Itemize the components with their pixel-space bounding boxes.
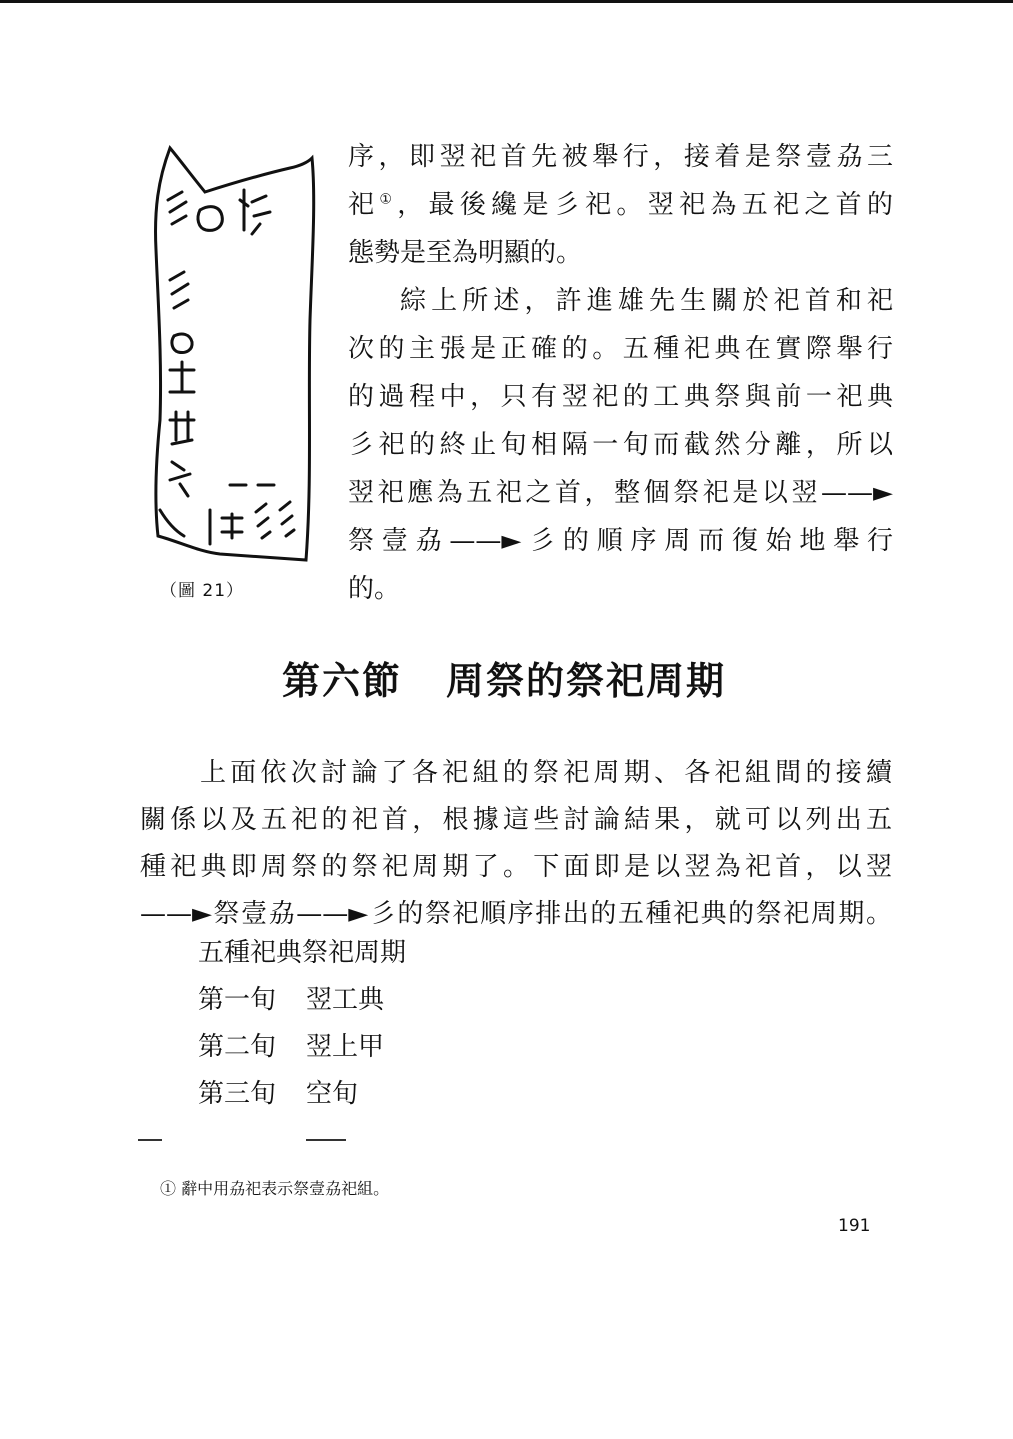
text-line: 上面依次討論了各祀組的祭祀周期、各祀組間的接續	[200, 758, 892, 788]
text-fragment: ，最後纔是彡祀。翌祀為五祀之首的	[397, 190, 893, 220]
section-heading	[282, 650, 726, 705]
week-label: 第一旬	[198, 985, 277, 1015]
section-title: 周祭的祭祀周期	[446, 658, 727, 703]
rite-label: 翌工典	[306, 985, 385, 1015]
text-line: 彡祀的終止旬相隔一旬而截然分離，所以	[348, 430, 893, 460]
text-line: 序，即翌祀首先被舉行，接着是祭壹劦三	[348, 142, 893, 172]
text-line: 的過程中，只有翌祀的工典祭與前一祀典	[348, 382, 893, 412]
body-paragraph	[140, 750, 892, 938]
text-line: 次的主張是正確的。五種祀典在實際舉行	[348, 334, 893, 364]
footnote-divider	[138, 1139, 162, 1141]
rite-label: 空旬	[306, 1079, 359, 1109]
footnote-mark[interactable]: ①	[379, 191, 398, 208]
text-line: ——►祭壹劦——►彡的祭祀順序排出的五種祀典的祭祀周期。	[140, 899, 892, 929]
text-line: 種祀典即周祭的祭祀周期了。下面即是以翌為祀首，以翌	[140, 852, 892, 882]
page-number: 191	[838, 1216, 871, 1236]
text-line: 祭壹劦——►彡的順序周而復始地舉行	[348, 526, 893, 556]
week-label: 第二旬	[198, 1032, 277, 1062]
footnote-divider	[306, 1139, 346, 1141]
text-line: 綜上所述，許進雄先生關於祀首和祀	[400, 286, 893, 316]
figure-caption: （圖 21）	[160, 581, 245, 601]
list-item	[198, 1024, 406, 1071]
section-number: 第六節	[282, 658, 403, 703]
text-line: 態勢是至為明顯的。	[348, 238, 583, 268]
text-line: 翌祀應為五祀之首，整個祭祀是以翌——►	[348, 478, 893, 508]
list-item	[198, 1071, 406, 1118]
oracle-bone-figure	[140, 140, 330, 580]
week-label: 第三旬	[198, 1079, 277, 1109]
oracle-bone-drawing	[140, 140, 330, 580]
list-item	[198, 977, 406, 1024]
footnote: ① 辭中用劦祀表示祭壹劦祀組。	[160, 1179, 390, 1198]
schedule-list	[198, 930, 406, 1118]
text-line-with-footnote	[348, 181, 893, 229]
text-fragment: 祀	[348, 190, 380, 220]
figure-side-text	[348, 133, 893, 613]
text-line: 關係以及五祀的祀首，根據這些討論結果，就可以列出五	[140, 805, 892, 835]
text-line: 的。	[348, 574, 401, 604]
top-border	[0, 0, 1013, 3]
schedule-title: 五種祀典祭祀周期	[198, 938, 407, 968]
rite-label: 翌上甲	[306, 1032, 385, 1062]
